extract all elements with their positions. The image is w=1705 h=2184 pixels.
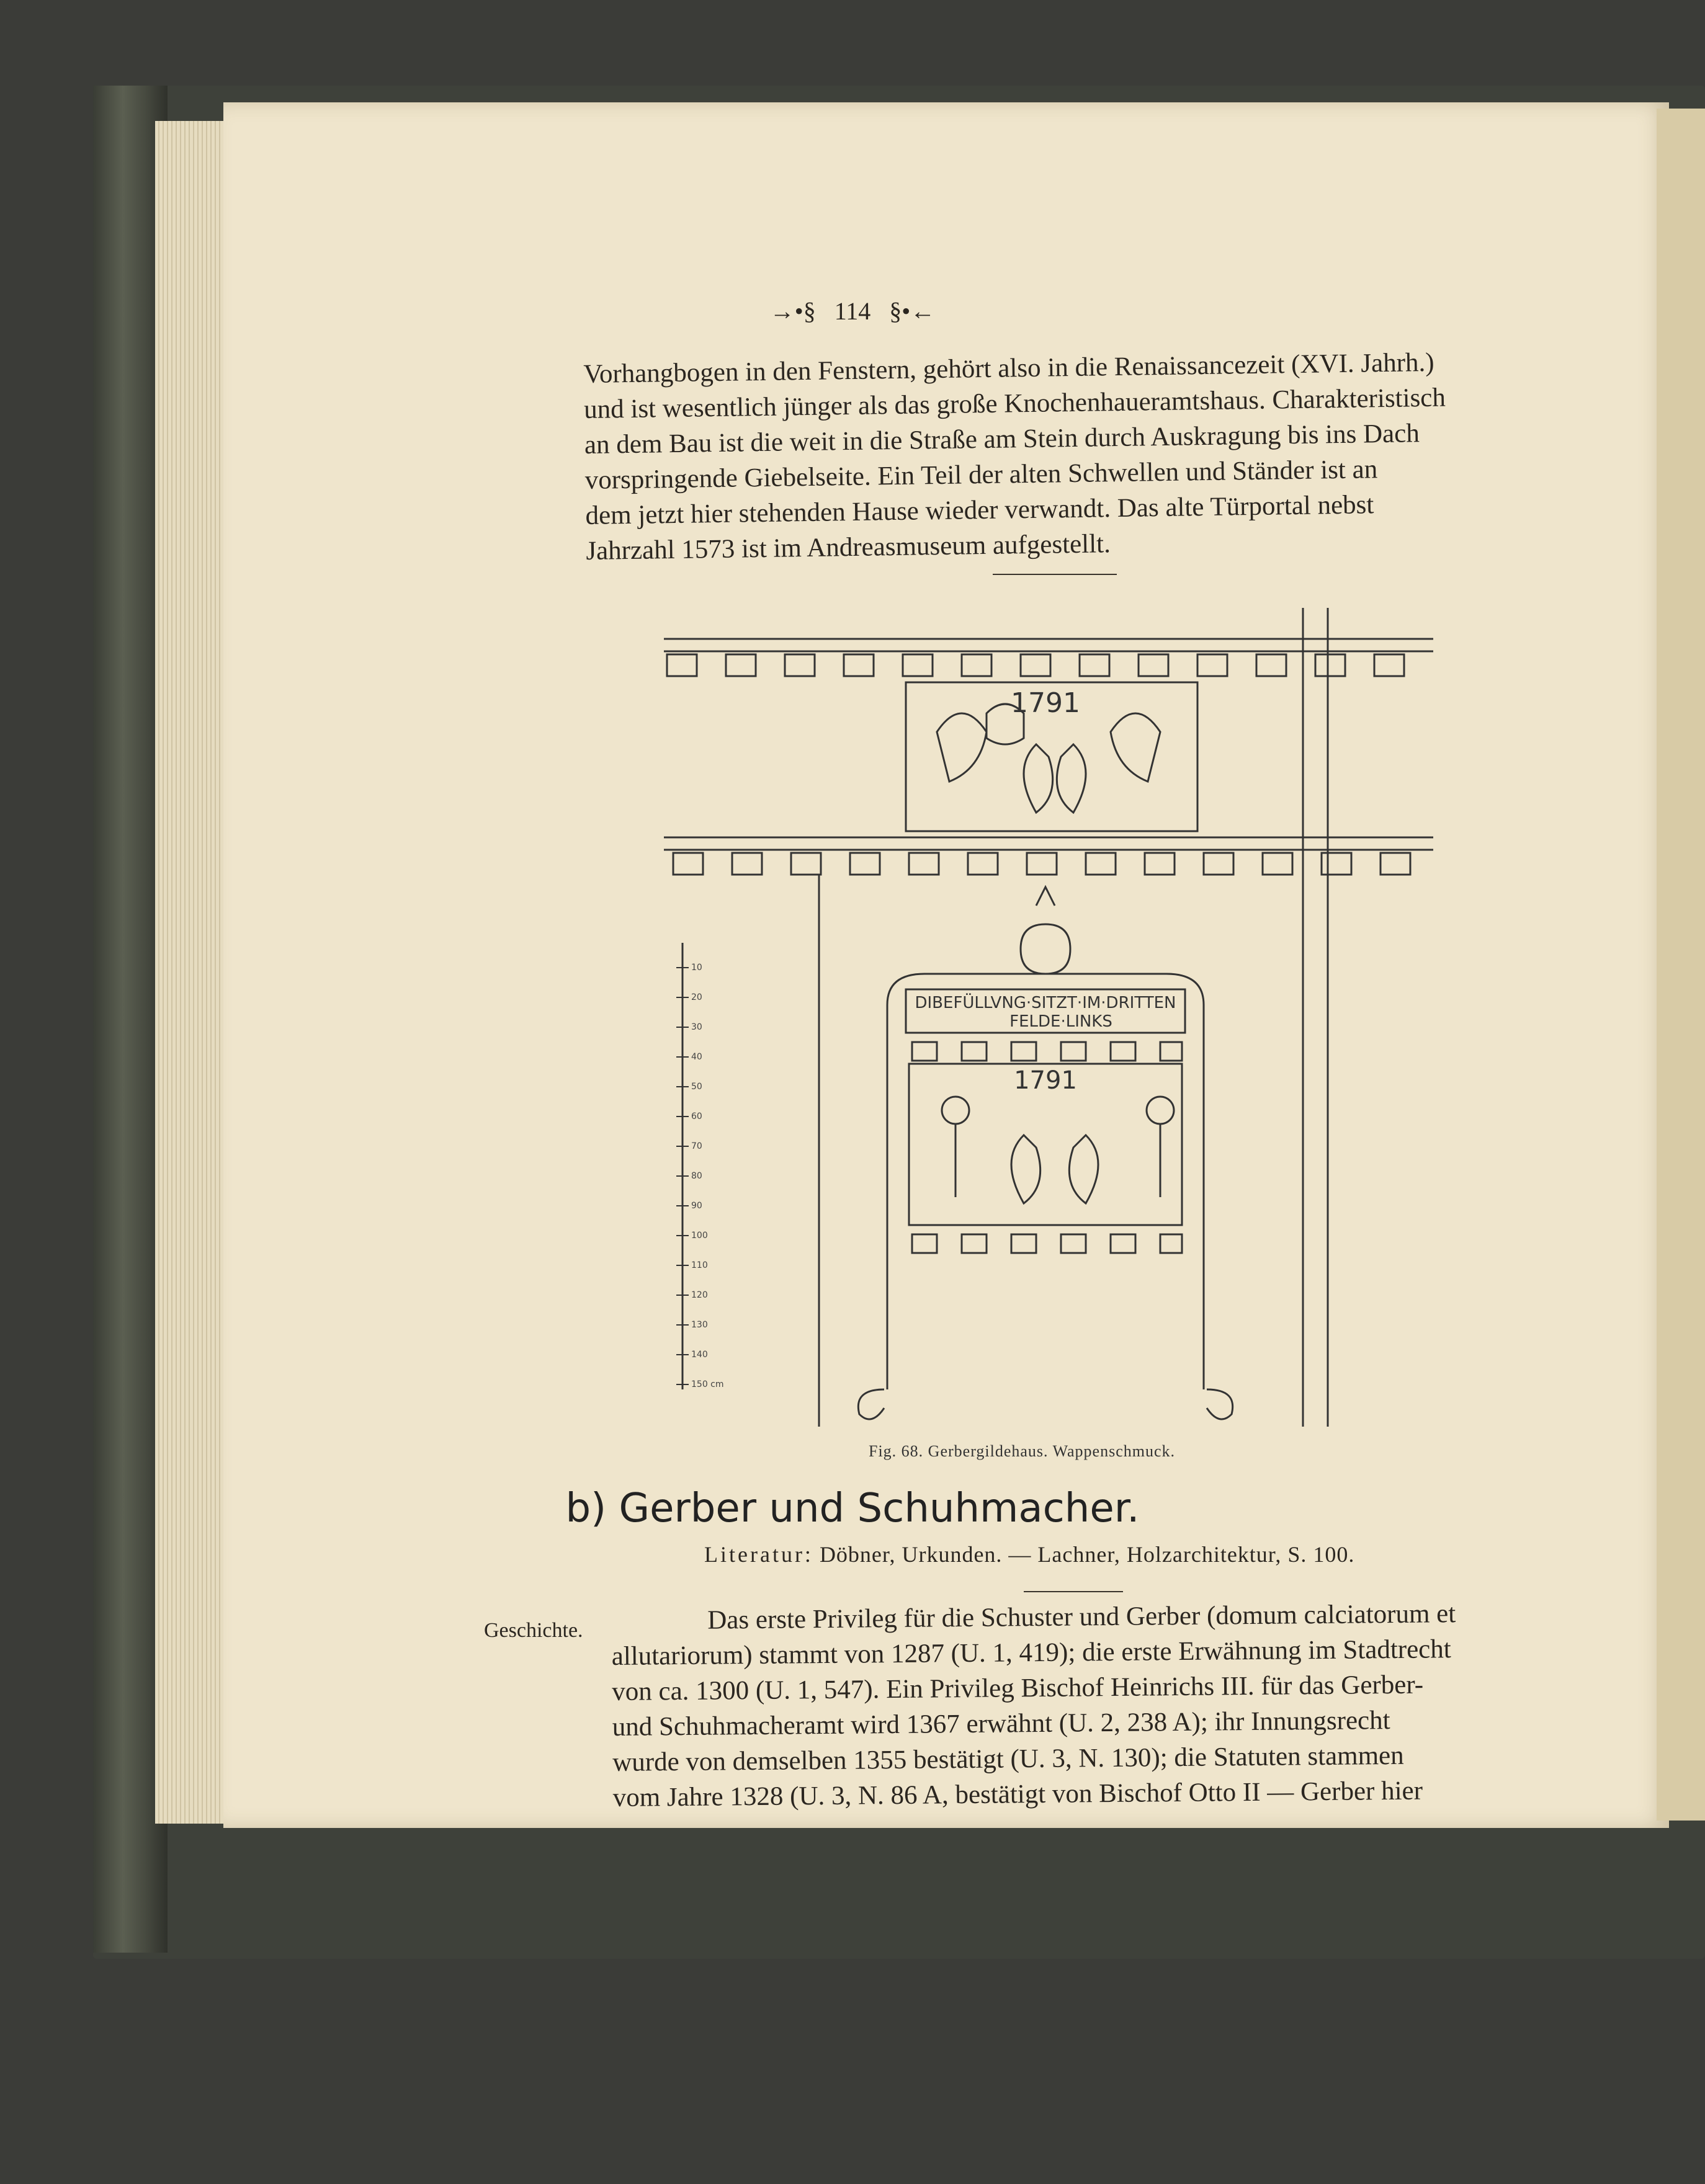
plaque-line-1: DIBEFÜLLVNG·SITZT·IM·DRITTEN xyxy=(915,994,1176,1012)
page-number-ornament-left: →•§ xyxy=(769,297,816,325)
scale-label: 90 xyxy=(691,1201,702,1211)
scale-label: 80 xyxy=(691,1171,702,1181)
scale-label: 20 xyxy=(691,992,702,1002)
page-number-line xyxy=(0,296,1705,326)
scale-label: 140 xyxy=(691,1350,708,1360)
page-number-ornament-right: §•← xyxy=(889,297,936,325)
text-line: an dem Bau ist die weit in die Straße am Stein durch Auskragung bis ins Dach xyxy=(584,419,1420,460)
text-line: Jahrzahl 1573 ist im Andreasmuseum aufgestellt. xyxy=(586,529,1111,566)
literature-label: Literatur: xyxy=(704,1542,813,1567)
separator-rule xyxy=(1024,1591,1123,1592)
scale-label: 30 xyxy=(691,1022,702,1032)
base-dentils xyxy=(912,1234,1182,1253)
text-line: und Schuhmacheramt wird 1367 erwähnt (U. 2, 238 A); ihr Innungsrecht xyxy=(612,1706,1390,1742)
figure-wappenschmuck xyxy=(639,608,1452,1439)
year-upper: 1791 xyxy=(1011,687,1080,719)
figure-caption: Fig. 68. Gerbergildehaus. Wappenschmuck. xyxy=(869,1442,1176,1460)
lower-beam-dentils xyxy=(673,853,1410,875)
text-line: und ist wesentlich jünger als das große Knochenhaueramtshaus. Charakteristisch xyxy=(583,383,1446,424)
literature-text: Döbner, Urkunden. — Lachner, Holzarchitektur, S. 100. xyxy=(819,1542,1355,1567)
scale-label: 10 xyxy=(691,963,702,973)
scale-label: 70 xyxy=(691,1141,702,1151)
plaque-line-2: FELDE·LINKS xyxy=(1009,1012,1112,1031)
scale-label: 150 cm xyxy=(691,1379,724,1389)
separator-rule xyxy=(993,574,1117,575)
text-line: Vorhangbogen in den Fenstern, gehört also in die Renaissancezeit (XVI. Jahrh.) xyxy=(583,347,1434,389)
scale-label: 120 xyxy=(691,1290,708,1300)
text-line: allutariorum) stammt von 1287 (U. 1, 419); die erste Erwähnung im Stadtrecht xyxy=(611,1634,1451,1671)
facing-page-edge xyxy=(1657,109,1705,1821)
year-lower: 1791 xyxy=(1014,1066,1077,1095)
top-paragraph xyxy=(583,343,1564,569)
upper-beam-dentils xyxy=(667,654,1404,676)
text-line: vorspringende Giebelseite. Ein Teil der alten Schwellen und Ständer ist an xyxy=(584,455,1378,495)
scale-label: 60 xyxy=(691,1112,702,1121)
scale-label: 50 xyxy=(691,1082,702,1092)
scale-label: 40 xyxy=(691,1052,702,1062)
plaque-dentils xyxy=(912,1042,1182,1061)
section-heading: b) Gerber und Schuhmacher. xyxy=(565,1486,1140,1531)
body-paragraph xyxy=(611,1595,1544,1816)
scale-label: 110 xyxy=(691,1260,708,1270)
text-line: vom Jahre 1328 (U. 3, N. 86 A, bestätigt von Bischof Otto II — Gerber hier xyxy=(612,1776,1423,1812)
iron-frame xyxy=(887,974,1204,1389)
text-line: wurde von demselben 1355 bestätigt (U. 3, N. 130); die Statuten stammen xyxy=(612,1741,1404,1777)
text-line: dem jetzt hier stehenden Hause wieder verwandt. Das alte Türportal nebst xyxy=(585,490,1374,530)
literature-line xyxy=(704,1541,1354,1567)
scale-label: 130 xyxy=(691,1320,708,1330)
margin-note: Geschichte. xyxy=(484,1619,583,1642)
text-line: von ca. 1300 (U. 1, 547). Ein Privileg Bischof Heinrichs III. für das Gerber- xyxy=(612,1670,1424,1706)
scale-label: 100 xyxy=(691,1231,708,1241)
text-line: Das erste Privileg für die Schuster und Gerber (domum calciatorum et xyxy=(707,1599,1456,1635)
page-number: 114 xyxy=(834,297,871,325)
